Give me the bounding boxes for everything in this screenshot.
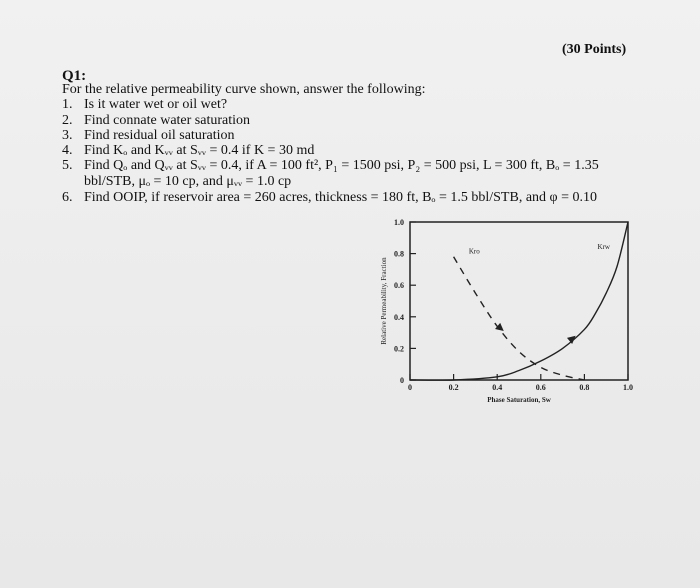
- x-tick-label: 1.0: [623, 383, 633, 392]
- question-item-2: 2. Find connate water saturation: [62, 113, 251, 128]
- question-item-5: 5. Find Qₒ and Qᵥᵥ at Sᵥᵥ = 0.4, if A = 100 ft², P₁ = 1500 psi, P₂ = 500 psi, L = 300 ft, Bₒ = 1.35: [62, 158, 599, 173]
- question-item-5-continued: bbl/STB, μₒ = 10 cp, and μᵥᵥ = 1.0 cp: [84, 174, 292, 189]
- x-tick-label: 0: [408, 383, 412, 392]
- y-tick-label: 0: [400, 376, 404, 385]
- x-tick-label: 0.2: [448, 383, 459, 392]
- x-axis-title: Phase Saturation, Sw: [487, 396, 551, 404]
- kro-curve: [454, 257, 585, 380]
- kro-label: Kro: [468, 247, 480, 256]
- krw-arrow: [567, 333, 578, 344]
- points-label: (30 Points): [562, 42, 627, 57]
- question-intro: For the relative permeability curve shown, answer the following:: [62, 82, 426, 97]
- y-tick-label: 0.8: [394, 249, 404, 259]
- y-tick-label: 0.4: [394, 312, 404, 322]
- question-item-6: 6. Find OOIP, if reservoir area = 260 acres, thickness = 180 ft, Bₒ = 1.5 bbl/STB, and φ = 0.10: [62, 190, 598, 205]
- y-tick-label: 0.2: [394, 344, 404, 354]
- question-item-3: 3. Find residual oil saturation: [62, 128, 235, 143]
- x-tick-label: 0.4: [492, 383, 503, 392]
- question-item-1: 1. Is it water wet or oil wet?: [62, 97, 228, 112]
- x-tick-label: 0.8: [579, 383, 590, 392]
- question-label: Q1:: [62, 68, 87, 84]
- y-axis-title: Relative Permeability, Fraction: [380, 257, 388, 345]
- x-tick-label: 0.6: [535, 383, 546, 392]
- plot-frame: [410, 222, 628, 380]
- y-tick-label: 0.6: [394, 281, 404, 291]
- krw-curve: [410, 222, 628, 380]
- question-item-4: 4. Find Kₒ and Kᵥᵥ at Sᵥᵥ = 0.4 if K = 30 md: [62, 143, 315, 158]
- y-tick-label: 1.0: [394, 218, 404, 227]
- krw-label: Krw: [597, 242, 610, 251]
